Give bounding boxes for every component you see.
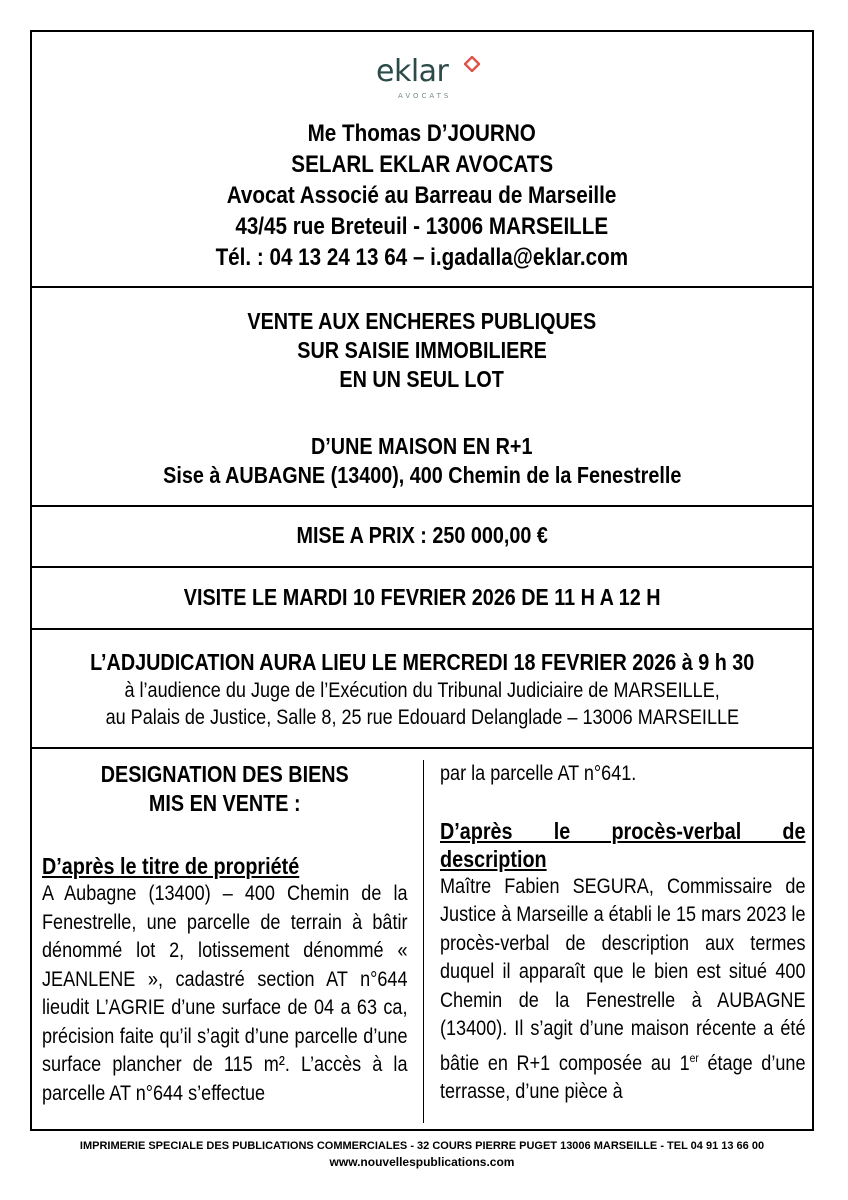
- logo-diamond-icon: [464, 56, 480, 72]
- sale-title-line-3: EN UN SEUL LOT: [339, 366, 505, 392]
- starting-price: MISE A PRIX : 250 000,00 €: [296, 522, 548, 548]
- visit-section: [32, 584, 812, 611]
- description-column: [440, 760, 806, 1107]
- access-text: par la parcelle AT n°641.: [440, 762, 637, 785]
- designation-title-line-1: DESIGNATION DES BIENS: [100, 761, 349, 787]
- visit-date: VISITE LE MARDI 10 FEVRIER 2026 DE 11 H A 12 H: [183, 584, 661, 610]
- property-type: D’UNE MAISON EN R+1: [311, 433, 533, 459]
- adjudication-section: [32, 648, 812, 731]
- title-deed-text: A Aubagne (13400) – 400 Chemin de la Fenestrelle, une parcelle de terrain à bâtir dénommé lot 2, lotissement dénommé « JEANLENE », cadastré section AT n°644 lieudit L’AGRIE d’une surface de 04 a 63 ca, précision faite qu’il s’agit d’une parcelle d’une surface plancher de 115 m². L’accès à la parcelle AT n°644 s’effectue: [42, 882, 408, 1105]
- eklar-logo: [376, 54, 486, 104]
- firm-name: SELARL EKLAR AVOCATS: [291, 151, 553, 178]
- printer-website: www.nouvellespublications.com: [329, 1155, 515, 1169]
- title-deed-heading: D’après le titre de propriété: [42, 853, 300, 879]
- designation-title-line-2: MIS EN VENTE :: [148, 790, 301, 816]
- printer-info: IMPRIMERIE SPECIALE DES PUBLICATIONS COMMERCIALES - 32 COURS PIERRE PUGET 13006 MARSEILLE - TEL 04 91 13 66 00: [79, 1140, 765, 1152]
- property-location: Sise à AUBAGNE (13400), 400 Chemin de la Fenestrelle: [162, 462, 682, 488]
- sale-title-line-2: SUR SAISIE IMMOBILIERE: [297, 337, 547, 363]
- designation-column: [42, 760, 408, 1108]
- sale-title: [32, 307, 812, 394]
- description-heading: D’après le procès-verbal de description: [440, 817, 806, 872]
- adjudication-address: au Palais de Justice, Salle 8, 25 rue Edouard Delanglade – 13006 MARSEILLE: [105, 706, 739, 729]
- lawyer-header: [32, 118, 812, 273]
- printer-footer: [30, 1140, 814, 1152]
- divider-visit: [30, 628, 814, 630]
- sale-title-line-1: VENTE AUX ENCHERES PUBLIQUES: [247, 308, 597, 334]
- divider-adjudication: [30, 747, 814, 749]
- firm-address: 43/45 rue Breteuil - 13006 MARSEILLE: [235, 213, 609, 240]
- lawyer-name: Me Thomas D’JOURNO: [307, 120, 537, 147]
- printer-website-row: [30, 1155, 814, 1169]
- firm-contact: Tél. : 04 13 24 13 64 – i.gadalla@eklar.com: [215, 244, 629, 271]
- adjudication-title: L’ADJUDICATION AURA LIEU LE MERCREDI 18 FEVRIER 2026 à 9 h 30: [89, 649, 755, 675]
- divider-header: [30, 286, 814, 288]
- sale-object: [32, 432, 812, 490]
- divider-sale: [30, 505, 814, 507]
- logo-subtitle: AVOCATS: [398, 92, 452, 100]
- price-section: [32, 522, 812, 549]
- description-text: Maître Fabien SEGURA, Commissaire de Justice à Marseille a établi le 15 mars 2023 le procès-verbal de description aux termes duquel il apparaît que le bien est situé 400 Chemin de la Fenestrelle à AUBAGNE (13400). Il s’agit d’une maison récente a été bâtie en R+1 composée au 1er étage d’une terrasse, d’une pièce à: [440, 874, 806, 1103]
- adjudication-court: à l’audience du Juge de l’Exécution du Tribunal Judiciaire de MARSEILLE,: [124, 679, 720, 702]
- column-separator: [423, 760, 424, 1123]
- lawyer-title: Avocat Associé au Barreau de Marseille: [227, 182, 617, 209]
- divider-price: [30, 566, 814, 568]
- logo-wordmark: eklar: [376, 54, 449, 89]
